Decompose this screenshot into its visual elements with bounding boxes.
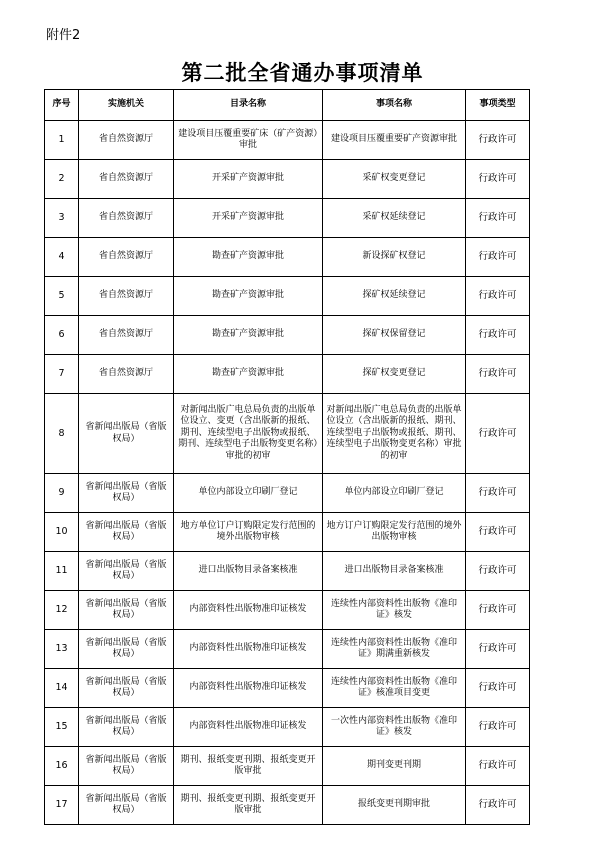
table-row <box>45 394 530 474</box>
cell-org: 省自然资源厅 <box>79 121 174 160</box>
cell-org: 省自然资源厅 <box>79 160 174 199</box>
cell-seq: 1 <box>45 121 79 160</box>
cell-type: 行政许可 <box>466 747 530 786</box>
cell-type: 行政许可 <box>466 160 530 199</box>
table-row <box>45 669 530 708</box>
cell-seq: 14 <box>45 669 79 708</box>
cell-type: 行政许可 <box>466 591 530 630</box>
cell-org: 省新闻出版局（省版权局） <box>79 394 174 474</box>
cell-org: 省新闻出版局（省版权局） <box>79 669 174 708</box>
cell-seq: 9 <box>45 474 79 513</box>
table-row <box>45 786 530 825</box>
cell-type: 行政许可 <box>466 513 530 552</box>
cell-catalog: 勘查矿产资源审批 <box>174 277 323 316</box>
column-header-item: 事项名称 <box>323 90 466 121</box>
cell-type: 行政许可 <box>466 238 530 277</box>
table-row <box>45 513 530 552</box>
cell-seq: 12 <box>45 591 79 630</box>
cell-catalog: 勘查矿产资源审批 <box>174 355 323 394</box>
cell-item: 探矿权变更登记 <box>323 355 466 394</box>
cell-seq: 11 <box>45 552 79 591</box>
cell-org: 省自然资源厅 <box>79 199 174 238</box>
cell-org: 省自然资源厅 <box>79 277 174 316</box>
cell-item: 新设探矿权登记 <box>323 238 466 277</box>
cell-seq: 16 <box>45 747 79 786</box>
table-body <box>45 121 530 825</box>
cell-seq: 5 <box>45 277 79 316</box>
cell-item: 期刊变更刊期 <box>323 747 466 786</box>
cell-seq: 3 <box>45 199 79 238</box>
items-table <box>44 89 530 825</box>
table-row <box>45 708 530 747</box>
cell-type: 行政许可 <box>466 199 530 238</box>
cell-seq: 13 <box>45 630 79 669</box>
table-row <box>45 316 530 355</box>
cell-item: 进口出版物目录备案核准 <box>323 552 466 591</box>
cell-item: 建设项目压覆重要矿产资源审批 <box>323 121 466 160</box>
cell-seq: 2 <box>45 160 79 199</box>
cell-item: 一次性内部资料性出版物《准印证》核发 <box>323 708 466 747</box>
table-row <box>45 160 530 199</box>
cell-item: 报纸变更刊期审批 <box>323 786 466 825</box>
cell-item: 单位内部设立印刷厂登记 <box>323 474 466 513</box>
table-header-row <box>45 90 530 121</box>
cell-type: 行政许可 <box>466 630 530 669</box>
cell-org: 省自然资源厅 <box>79 238 174 277</box>
cell-catalog: 开采矿产资源审批 <box>174 160 323 199</box>
cell-seq: 7 <box>45 355 79 394</box>
cell-org: 省新闻出版局（省版权局） <box>79 747 174 786</box>
table-row <box>45 591 530 630</box>
table-row <box>45 630 530 669</box>
cell-seq: 4 <box>45 238 79 277</box>
cell-catalog: 建设项目压覆重要矿床（矿产资源）审批 <box>174 121 323 160</box>
cell-item: 连续性内部资料性出版物《准印证》期满重新核发 <box>323 630 466 669</box>
cell-type: 行政许可 <box>466 394 530 474</box>
cell-item: 探矿权保留登记 <box>323 316 466 355</box>
page-title: 第二批全省通办事项清单 <box>181 61 424 85</box>
cell-seq: 15 <box>45 708 79 747</box>
cell-type: 行政许可 <box>466 316 530 355</box>
cell-org: 省自然资源厅 <box>79 316 174 355</box>
cell-catalog: 地方单位订户订购限定发行范围的境外出版物审核 <box>174 513 323 552</box>
cell-org: 省新闻出版局（省版权局） <box>79 630 174 669</box>
column-header-catalog: 目录名称 <box>174 90 323 121</box>
cell-item: 对新闻出版广电总局负责的出版单位设立（含出版新的报纸、期刊、连续型电子出版物或报纸、期刊、连续型电子出版物变更名称）审批的初审 <box>323 394 466 474</box>
cell-org: 省新闻出版局（省版权局） <box>79 474 174 513</box>
table-row <box>45 355 530 394</box>
cell-type: 行政许可 <box>466 474 530 513</box>
table-row <box>45 552 530 591</box>
table-row <box>45 238 530 277</box>
cell-seq: 8 <box>45 394 79 474</box>
table-row <box>45 199 530 238</box>
table-row <box>45 474 530 513</box>
cell-catalog: 内部资料性出版物准印证核发 <box>174 708 323 747</box>
column-header-seq: 序号 <box>45 90 79 121</box>
cell-item: 连续性内部资料性出版物《准印证》核发 <box>323 591 466 630</box>
cell-type: 行政许可 <box>466 786 530 825</box>
attachment-label: 附件2 <box>46 28 81 43</box>
cell-catalog: 勘查矿产资源审批 <box>174 316 323 355</box>
column-header-type: 事项类型 <box>466 90 530 121</box>
cell-catalog: 期刊、报纸变更刊期、报纸变更开版审批 <box>174 747 323 786</box>
table-row <box>45 747 530 786</box>
cell-org: 省新闻出版局（省版权局） <box>79 786 174 825</box>
cell-catalog: 期刊、报纸变更刊期、报纸变更开版审批 <box>174 786 323 825</box>
table-row <box>45 121 530 160</box>
cell-item: 地方订户订购限定发行范围的境外出版物审核 <box>323 513 466 552</box>
cell-type: 行政许可 <box>466 708 530 747</box>
cell-catalog: 内部资料性出版物准印证核发 <box>174 591 323 630</box>
cell-type: 行政许可 <box>466 277 530 316</box>
cell-org: 省新闻出版局（省版权局） <box>79 708 174 747</box>
cell-catalog: 内部资料性出版物准印证核发 <box>174 669 323 708</box>
cell-item: 探矿权延续登记 <box>323 277 466 316</box>
cell-item: 连续性内部资料性出版物《准印证》核准项目变更 <box>323 669 466 708</box>
cell-catalog: 勘查矿产资源审批 <box>174 238 323 277</box>
cell-catalog: 开采矿产资源审批 <box>174 199 323 238</box>
cell-type: 行政许可 <box>466 121 530 160</box>
cell-org: 省新闻出版局（省版权局） <box>79 591 174 630</box>
cell-type: 行政许可 <box>466 355 530 394</box>
cell-catalog: 对新闻出版广电总局负责的出版单位设立、变更（含出版新的报纸、期刊、连续型电子出版物或报纸、期刊、连续型电子出版物变更名称）审批的初审 <box>174 394 323 474</box>
cell-org: 省新闻出版局（省版权局） <box>79 552 174 591</box>
cell-item: 采矿权延续登记 <box>323 199 466 238</box>
cell-seq: 10 <box>45 513 79 552</box>
cell-catalog: 进口出版物目录备案核准 <box>174 552 323 591</box>
cell-catalog: 内部资料性出版物准印证核发 <box>174 630 323 669</box>
cell-org: 省自然资源厅 <box>79 355 174 394</box>
cell-catalog: 单位内部设立印刷厂登记 <box>174 474 323 513</box>
cell-type: 行政许可 <box>466 669 530 708</box>
cell-org: 省新闻出版局（省版权局） <box>79 513 174 552</box>
table-row <box>45 277 530 316</box>
cell-item: 采矿权变更登记 <box>323 160 466 199</box>
column-header-org: 实施机关 <box>79 90 174 121</box>
cell-seq: 17 <box>45 786 79 825</box>
cell-type: 行政许可 <box>466 552 530 591</box>
cell-seq: 6 <box>45 316 79 355</box>
